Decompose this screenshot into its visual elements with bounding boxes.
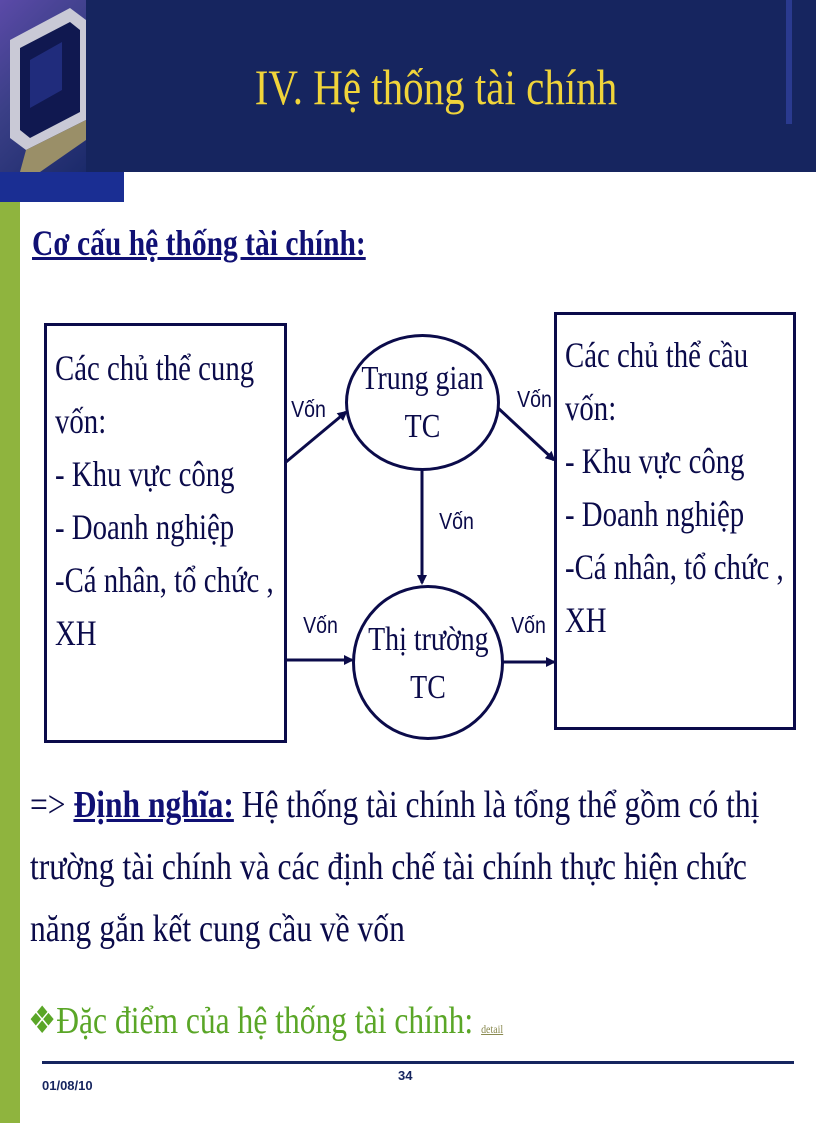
demanders-box [554, 312, 796, 730]
intermediary-node [345, 334, 500, 471]
footer-divider [42, 1061, 794, 1064]
arrow-label-von: Vốn [511, 612, 546, 638]
definition-line-3: năng gắn kết cung cầu về vốn [30, 908, 405, 950]
definition-label: Định nghĩa: [73, 784, 234, 826]
definition-line-2: trường tài chính và các định chế tài chính thực hiện chức [30, 846, 747, 888]
demanders-line: -Cá nhân, tổ chức , [565, 547, 784, 587]
demanders-line: - Khu vực công [565, 441, 745, 481]
demanders-line: Các chủ thể cầu [565, 335, 749, 375]
arrow-label-von: Vốn [517, 386, 552, 412]
market-node [352, 585, 504, 740]
intermediary-line: TC [404, 408, 441, 445]
suppliers-text [55, 342, 274, 660]
diamond-bullet-icon: ❖ [28, 1000, 57, 1042]
arrow-label-von: Vốn [303, 612, 338, 638]
market-line: TC [410, 669, 446, 706]
slide-title: IV. Hệ thống tài chính [254, 59, 618, 115]
section-heading: Cơ cấu hệ thống tài chính: [32, 223, 366, 263]
market-text [368, 616, 488, 712]
definition-line-1 [30, 774, 759, 836]
suppliers-box [44, 323, 287, 743]
market-line: Thị trường [368, 621, 489, 658]
demanders-text [565, 329, 784, 647]
intermediary-line: Trung gian [361, 360, 484, 397]
arrow-intermediary-to-demanders [498, 408, 554, 460]
features-line [28, 998, 503, 1043]
demanders-line: XH [565, 600, 607, 640]
detail-link[interactable]: detail [481, 1022, 504, 1036]
definition-text: Hệ thống tài chính là tổng thể gồm có thị [233, 784, 760, 826]
demanders-line: - Doanh nghiệp [565, 494, 745, 534]
suppliers-line: Các chủ thể cung [55, 348, 255, 388]
suppliers-line: -Cá nhân, tổ chức , [55, 560, 274, 600]
suppliers-line: XH [55, 613, 97, 653]
footer-date: 01/08/10 [42, 1078, 93, 1093]
suppliers-line: vốn: [55, 401, 107, 441]
features-text: Đặc điểm của hệ thống tài chính: [56, 1000, 474, 1042]
definition-prefix: => [30, 784, 74, 826]
arrow-label-von: Vốn [439, 508, 474, 534]
suppliers-line: - Khu vực công [55, 454, 235, 494]
suppliers-line: - Doanh nghiệp [55, 507, 235, 547]
arrow-label-von: Vốn [291, 396, 326, 422]
page-number: 34 [398, 1068, 413, 1083]
definition-paragraph [30, 774, 759, 960]
demanders-line: vốn: [565, 388, 617, 428]
intermediary-text [361, 355, 483, 451]
